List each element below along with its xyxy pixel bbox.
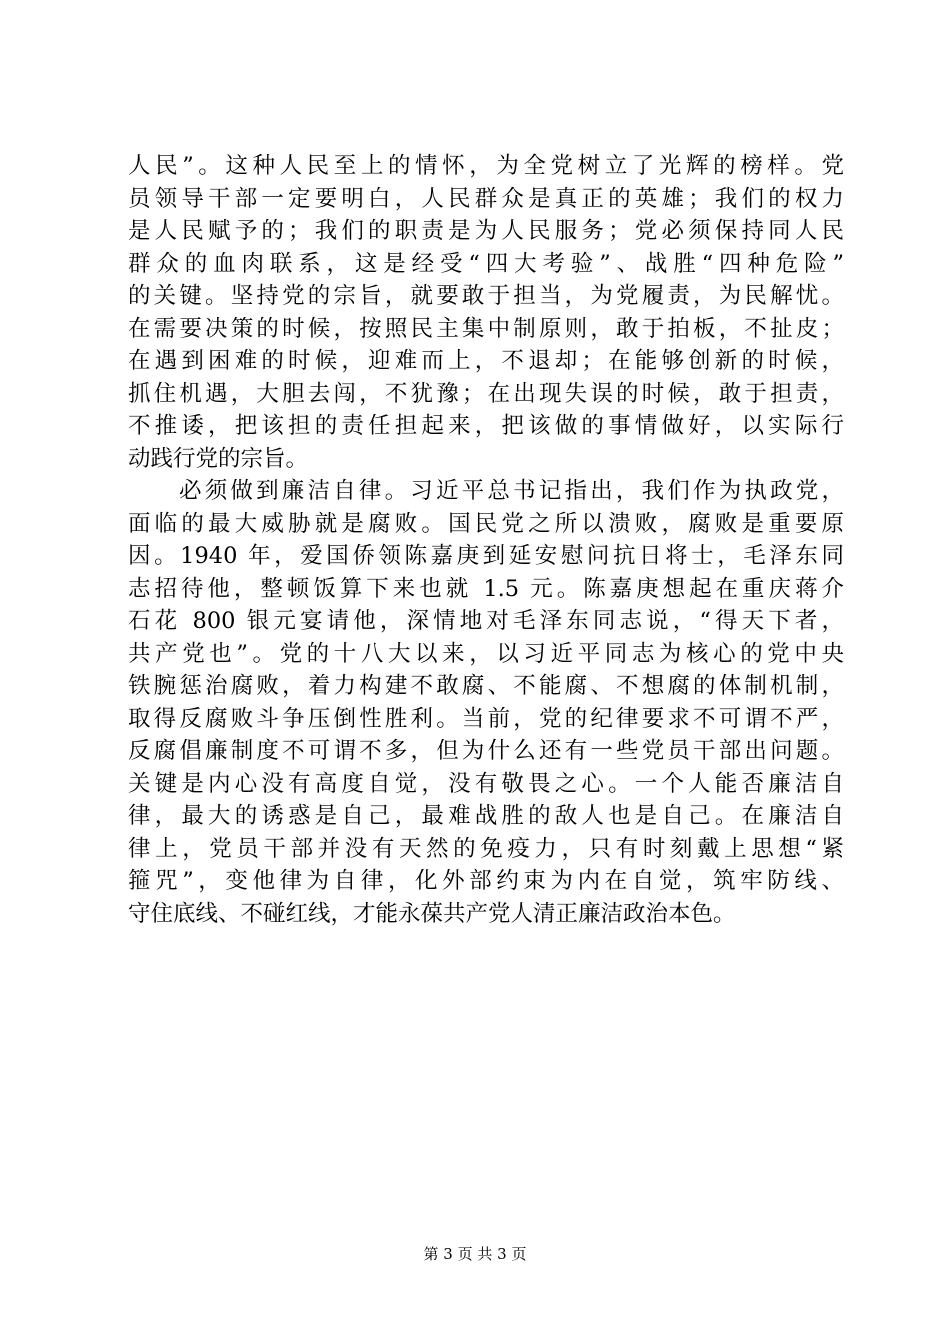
text-line: 律，最大的诱惑是自己，最难战胜的敌人也是自己。在廉洁自 (128, 803, 844, 829)
paragraph-1 (128, 150, 844, 475)
text-line: 抓住机遇，大胆去闯，不犹豫；在出现失误的时候，敢于担责， (128, 380, 844, 407)
text-line: 共产党也”。党的十八大以来，以习近平同志为核心的党中央 (128, 640, 844, 667)
page-number-label: 第 3 页 共 3 页 (423, 1245, 527, 1263)
text-line: 志招待他，整顿饭算下来也就 1.5 元。陈嘉庚想起在重庆蒋介 (128, 575, 844, 602)
text-line: 箍咒”，变他律为自律，化外部约束为内在自觉，筑牢防线、 (128, 868, 844, 894)
text-line: 在遇到困难的时候，迎难而上，不退却；在能够创新的时候， (128, 348, 844, 374)
text-line: 的关键。坚持党的宗旨，就要敢于担当，为党履责，为民解忧。 (128, 283, 844, 309)
text-line: 员领导干部一定要明白，人民群众是真正的英雄；我们的权力 (128, 185, 844, 212)
paragraph-2 (128, 475, 844, 930)
page-footer (0, 1244, 950, 1264)
text-line: 石花 800 银元宴请他，深情地对毛泽东同志说，“得天下者， (128, 608, 844, 634)
text-line: 因。1940 年，爱国侨领陈嘉庚到延安慰问抗日将士，毛泽东同 (128, 543, 844, 569)
text-line: 关键是内心没有高度自觉，没有敬畏之心。一个人能否廉洁自 (128, 770, 844, 797)
text-line: 动践行党的宗旨。 (128, 445, 309, 472)
text-line: 守住底线、不碰红线，才能永葆共产党人清正廉洁政治本色。 (128, 900, 736, 927)
text-line: 是人民赋予的；我们的职责是为人民服务；党必须保持同人民 (128, 218, 844, 244)
text-line: 铁腕惩治腐败，着力构建不敢腐、不能腐、不想腐的体制机制， (128, 673, 844, 699)
text-line: 人民”。这种人民至上的情怀，为全党树立了光辉的榜样。党 (128, 153, 844, 179)
text-line: 面临的最大威胁就是腐败。国民党之所以溃败，腐败是重要原 (128, 510, 844, 537)
text-line: 群众的血肉联系，这是经受“四大考验”、战胜“四种危险” (128, 250, 844, 277)
text-line: 律上，党员干部并没有天然的免疫力，只有时刻戴上思想“紧 (128, 835, 844, 862)
text-line: 不推诿，把该担的责任担起来，把该做的事情做好，以实际行 (128, 413, 844, 439)
document-body (128, 150, 844, 930)
text-line: 在需要决策的时候，按照民主集中制原则，敢于拍板，不扯皮； (128, 315, 844, 342)
text-line: 取得反腐败斗争压倒性胜利。当前，党的纪律要求不可谓不严， (128, 705, 844, 732)
text-line: 必须做到廉洁自律。习近平总书记指出，我们作为执政党， (179, 478, 844, 504)
text-line: 反腐倡廉制度不可谓不多，但为什么还有一些党员干部出问题。 (128, 738, 844, 764)
